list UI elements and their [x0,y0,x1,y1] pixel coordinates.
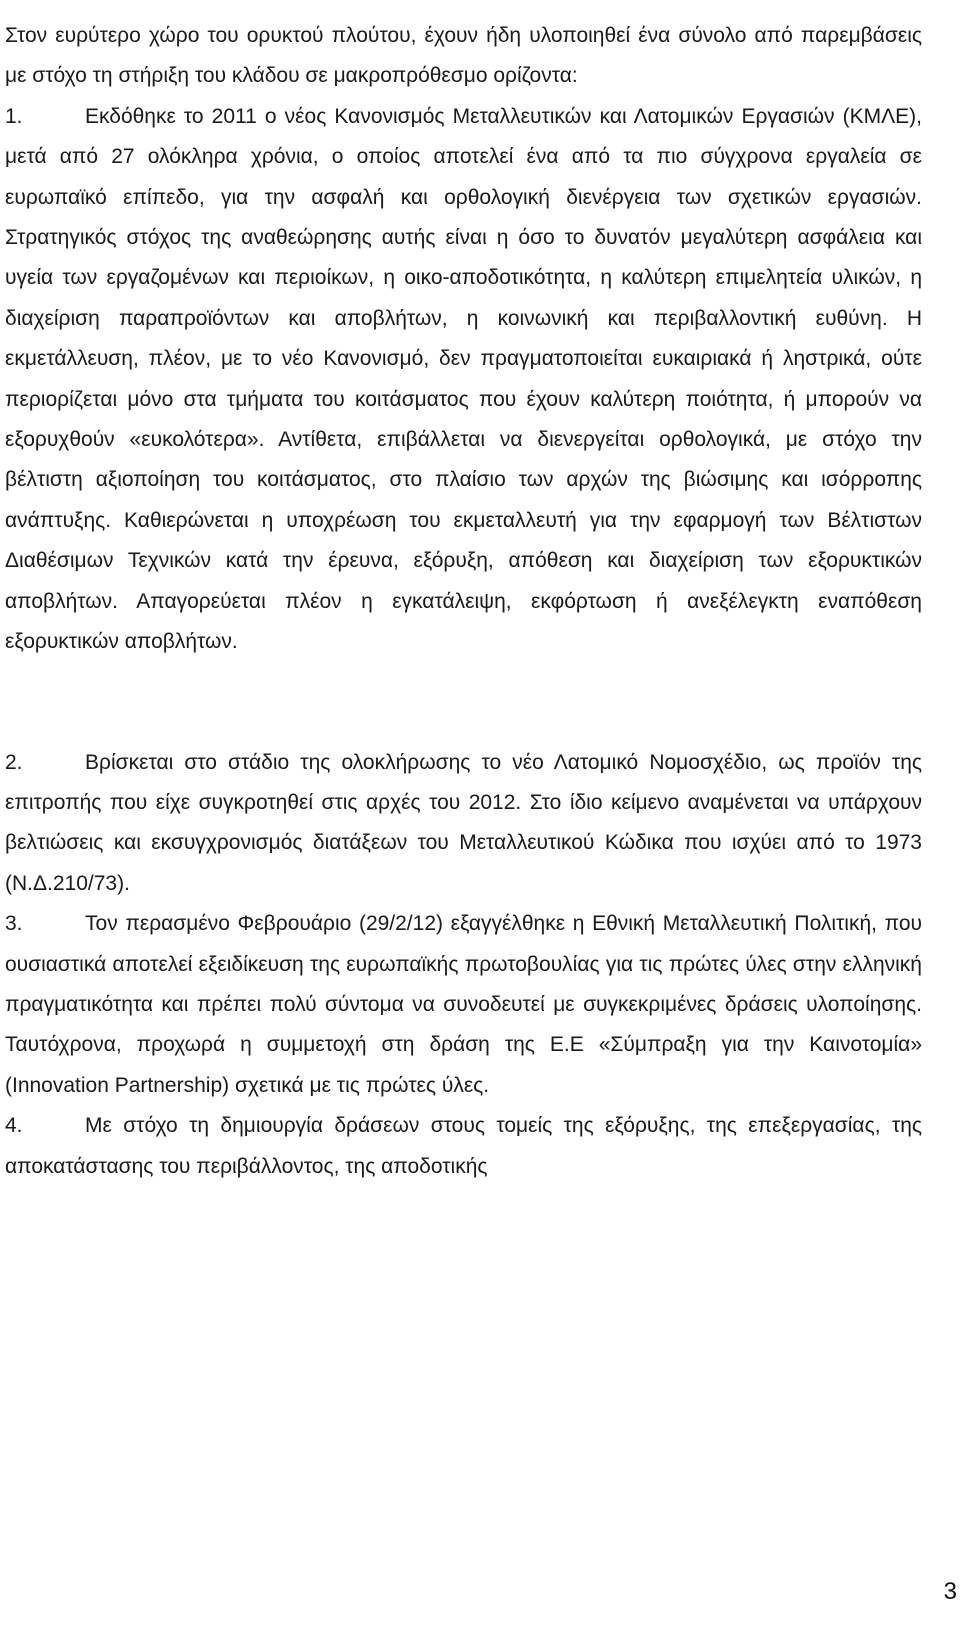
list-item [5,97,922,663]
page-number: 3 [943,1578,957,1605]
list-item-number: 2. [5,750,23,774]
list-item-text: Με στόχο τη δημιουργία δράσεων στους τομείς της εξόρυξης, της επεξεργασίας, της αποκατάστασης του περιβάλλοντος, της αποδοτικής [5,1114,922,1178]
list-item-number: 1. [5,104,23,128]
list-item-text: Βρίσκεται στο στάδιο της ολοκλήρωσης το νέο Λατομικό Νομοσχέδιο, ως προϊόν της επιτροπής που είχε συγκροτηθεί στις αρχές του 2012. Στο ίδιο κείμενο αναμένεται να υπάρχουν βελτιώσεις και εκσυγχρονισμός διατάξεων του Μεταλλευτικού Κώδικα που ισχύει από το 1973 (Ν.Δ.210/73). [5,750,922,895]
list-item [5,1106,922,1187]
list-item-number: 4. [5,1114,23,1138]
list-item-text: Εκδόθηκε το 2011 ο νέος Κανονισμός Μεταλλευτικών και Λατομικών Εργασιών (ΚΜΛΕ), μετά από 27 ολόκληρα χρόνια, ο οποίος αποτελεί ένα από τα πιο σύγχρονα εργαλεία σε ευρωπαϊκό επίπεδο, για την ασφαλή και ορθολογική διενέργεια των σχετικών εργασιών. Στρατηγικός στόχος της αναθεώρησης αυτής είναι η όσο το δυνατόν μεγαλύτερη ασφάλεια και υγεία των εργαζομένων και περιοίκων, η οικο-αποδοτικότητα, η καλύτερη επιμελητεία υλικών, η διαχείριση παραπροϊόντων και αποβλήτων, η κοινωνική και περιβαλλοντική ευθύνη. Η εκμετάλλευση, πλέον, με το νέο Κανονισμό, δεν πραγματοποιείται ευκαιριακά ή ληστρικά, ούτε περιορίζεται μόνο στα τμήματα του κοιτάσματος που έχουν καλύτερη ποιότητα, ή μπορούν να εξορυχθούν «ευκολότερα». Αντίθετα, επιβάλλεται να διενεργείται ορθολογικά, με στόχο την βέλτιστη αξιοποίηση του κοιτάσματος, στο πλαίσιο των αρχών της βιώσιμης και ισόρροπης ανάπτυξης. Καθιερώνεται η υποχρέωση του εκμεταλλευτή για την εφαρμογή των Βέλτιστων Διαθέσιμων Τεχνικών κατά την έρευνα, εξόρυξη, απόθεση και διαχείριση των εξορυκτικών αποβλήτων. Απαγορεύεται πλέον η εγκατάλειψη, εκφόρτωση ή ανεξέλεγκτη εναπόθεση εξορυκτικών αποβλήτων. [5,104,922,654]
intro-paragraph: Στον ευρύτερο χώρο του ορυκτού πλούτου, έχουν ήδη υλοποιηθεί ένα σύνολο από παρεμβάσεις με στόχο τη στήριξη του κλάδου σε μακροπρόθεσμο ορίζοντα: [5,24,922,88]
paragraph-gap [5,663,922,743]
list-item [5,904,922,1106]
list-item-number: 3. [5,912,23,936]
list-item [5,743,922,905]
document-page [5,0,922,1187]
list-item-text: Τον περασμένο Φεβρουάριο (29/2/12) εξαγγέλθηκε η Εθνική Μεταλλευτική Πολιτική, που ουσιαστικά αποτελεί εξειδίκευση της ευρωπαϊκής πρωτοβουλίας για τις πρώτες ύλες στην ελληνική πραγματικότητα και πρέπει πολύ σύντομα να συνοδευτεί με συγκεκριμένες δράσεις υλοποίησης. Ταυτόχρονα, προχωρά η συμμετοχή στη δράση της Ε.Ε «Σύμπραξη για την Καινοτομία» (Innovation Partnership) σχετικά με τις πρώτες ύλες. [5,912,922,1097]
